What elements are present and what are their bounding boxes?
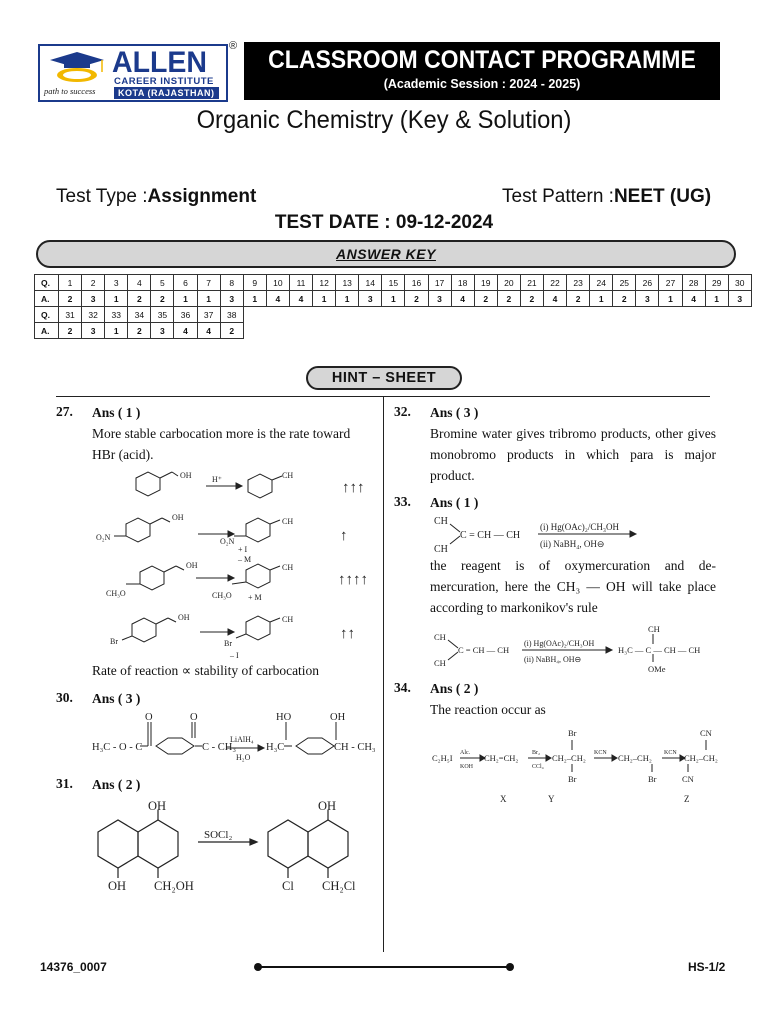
table-cell: 1: [705, 291, 728, 307]
chem-label: CH₃O: [106, 589, 126, 598]
stability-arrows: ↑↑↑↑: [338, 572, 368, 588]
stability-arrows: ↑: [340, 528, 348, 544]
table-cell: 7: [197, 275, 220, 291]
table-cell: 28: [682, 275, 705, 291]
table-cell: 2: [82, 275, 105, 291]
chem-label: Br: [110, 637, 118, 646]
table-cell: 4: [128, 275, 151, 291]
table-cell: 4: [266, 291, 289, 307]
table-cell: 9: [243, 275, 266, 291]
page-number: HS-1/2: [688, 960, 726, 974]
table-cell: 1: [313, 291, 336, 307]
divider-dot: [506, 963, 514, 971]
reagent-label: KCN: [594, 750, 607, 756]
table-cell: 37: [197, 307, 220, 323]
table-cell: 1: [174, 291, 197, 307]
row-label: Q.: [35, 307, 59, 323]
table-cell: 1: [59, 275, 82, 291]
solution-text: More stable carbocation more is the rate toward HBr (acid).: [92, 426, 351, 462]
question-number: 34.: [394, 680, 411, 695]
table-cell: 24: [590, 275, 613, 291]
table-cell: 15: [382, 275, 405, 291]
question-number: 27.: [56, 404, 73, 419]
table-cell: 4: [289, 291, 312, 307]
table-row: [35, 275, 752, 291]
reduction-diagram: [90, 708, 380, 768]
chem-label: O₂N: [96, 533, 111, 542]
registered-mark: ®: [229, 40, 238, 52]
chem-label: CH: [434, 658, 446, 668]
answer-label: Ans ( 3 ): [430, 405, 479, 420]
institute-name: CAREER INSTITUTE: [114, 76, 214, 87]
table-cell: 2: [520, 291, 543, 307]
chem-label: CH₂–CH₂: [552, 753, 586, 763]
stability-arrows: ↑↑: [340, 626, 355, 642]
effect-label: + I: [238, 545, 248, 554]
table-cell: 3: [636, 291, 659, 307]
table-cell: 4: [174, 323, 197, 339]
table-cell: 25: [613, 275, 636, 291]
chem-label: CH₂=CH₂: [484, 753, 519, 763]
effect-label: – I: [230, 651, 239, 660]
institute-location: KOTA (RAJASTHAN): [114, 87, 219, 99]
chem-label: C = CH — CH: [458, 645, 510, 655]
markovnikov-reaction: [430, 620, 720, 676]
programme-title: CLASSROOM CONTACT PROGRAMME: [268, 46, 696, 74]
table-cell: 1: [382, 291, 405, 307]
stability-arrows: ↑↑↑: [342, 480, 365, 496]
chem-label: CH₂–CH₂: [618, 753, 652, 763]
table-row: [35, 307, 752, 323]
chem-label: Cl: [282, 879, 294, 893]
table-cell: 6: [174, 275, 197, 291]
chem-label: C₂H₅I: [432, 753, 453, 763]
reagent-label: SOCl₂: [204, 829, 233, 841]
allen-emblem-icon: [44, 50, 110, 84]
table-cell: 2: [567, 291, 590, 307]
table-cell: 21: [520, 275, 543, 291]
table-cell: 4: [451, 291, 474, 307]
table-cell: 11: [289, 275, 312, 291]
oxymercuration-reaction: [430, 514, 720, 556]
answer-key-table: [34, 274, 752, 339]
chem-label: CH: [282, 471, 294, 480]
table-cell: 2: [613, 291, 636, 307]
chem-label: OMe: [648, 664, 666, 674]
reagent-label: CCl₄: [532, 764, 544, 770]
solution-q27: [92, 402, 372, 465]
table-cell: 23: [567, 275, 590, 291]
table-cell: 3: [82, 323, 105, 339]
chem-label: OH: [180, 471, 192, 480]
reagent-label: Br₂: [532, 750, 541, 756]
table-cell: 35: [151, 307, 174, 323]
row-label: Q.: [35, 275, 59, 291]
chem-label: CH₂–CH₂: [684, 753, 718, 763]
reagent-label: (i) Hg(OAc)₂/CH₃OH: [540, 522, 620, 532]
chem-label: OH: [108, 879, 127, 893]
chem-label: Br: [568, 728, 577, 738]
reagent-label: H⁺: [212, 475, 222, 484]
table-cell: 33: [105, 307, 128, 323]
table-cell: 38: [220, 307, 243, 323]
table-cell: 1: [105, 291, 128, 307]
table-cell: 2: [497, 291, 520, 307]
reaction-sequence: [430, 726, 720, 806]
table-cell: 26: [636, 275, 659, 291]
chem-label: CH: [434, 544, 448, 555]
chem-label: O₂N: [220, 537, 235, 546]
chem-label: CH: [282, 517, 294, 526]
chem-label: OH: [178, 613, 190, 622]
answer-label: Ans ( 1 ): [92, 405, 141, 420]
chem-label: CH: [282, 615, 294, 624]
table-cell: 14: [359, 275, 382, 291]
table-cell: 22: [543, 275, 566, 291]
effect-label: + M: [248, 593, 262, 602]
table-cell: 4: [543, 291, 566, 307]
test-type-label: Test Type :: [56, 186, 148, 207]
reagent-label: (ii) NaBH₄, OH⊖: [540, 539, 605, 549]
chem-label: H₃C: [266, 742, 285, 753]
row-label: A.: [35, 323, 59, 339]
table-cell: 27: [659, 275, 682, 291]
chem-label: CH: [434, 516, 448, 527]
table-cell: 29: [705, 275, 728, 291]
table-cell: 18: [451, 275, 474, 291]
table-cell: 2: [59, 323, 82, 339]
table-cell: 3: [359, 291, 382, 307]
reagent-label: (ii) NaBH₄, OH⊖: [524, 655, 582, 664]
table-cell: 32: [82, 307, 105, 323]
table-cell: 17: [428, 275, 451, 291]
table-cell: 5: [151, 275, 174, 291]
table-row: [35, 291, 752, 307]
chem-label: CH - CH₃: [334, 742, 376, 753]
reagent-label: LiAlH₄: [230, 735, 254, 744]
hint-sheet-title: HINT – SHEET: [306, 366, 462, 390]
table-cell: 2: [128, 291, 151, 307]
table-cell: 4: [682, 291, 705, 307]
chem-label: Br: [568, 774, 577, 784]
test-pattern-value: NEET (UG): [613, 186, 712, 207]
test-date: TEST DATE : 09-12-2024: [274, 212, 494, 233]
table-cell: 4: [197, 323, 220, 339]
table-cell: 3: [728, 291, 751, 307]
table-cell: 3: [220, 291, 243, 307]
table-cell: 2: [474, 291, 497, 307]
row-label: A.: [35, 291, 59, 307]
effect-label: – M: [238, 555, 252, 564]
chem-label: H₃C - O - C: [92, 742, 143, 753]
table-cell: 1: [659, 291, 682, 307]
table-cell: 3: [151, 323, 174, 339]
table-cell: 2: [151, 291, 174, 307]
table-cell: 2: [59, 291, 82, 307]
chem-label: CN: [682, 774, 694, 784]
question-number: 32.: [394, 404, 411, 419]
reagent-label: H₂O: [236, 753, 251, 762]
column-divider: [383, 397, 384, 952]
chem-label: CH₂OH: [154, 879, 194, 893]
compound-label: X: [500, 794, 507, 804]
answer-label: Ans ( 1 ): [430, 495, 479, 510]
chem-label: CH: [282, 563, 294, 572]
chem-label: Br: [648, 774, 657, 784]
solution-q34: [430, 678, 716, 720]
chem-label: C = CH — CH: [460, 530, 521, 541]
reagent-label: KOH: [460, 764, 473, 770]
chem-label: CN: [700, 728, 712, 738]
chem-label: OH: [186, 561, 198, 570]
chem-label: HO: [276, 712, 292, 723]
table-cell: 2: [405, 291, 428, 307]
answer-label: Ans ( 3 ): [92, 691, 141, 706]
table-cell: 1: [105, 323, 128, 339]
table-cell: 1: [197, 291, 220, 307]
answer-key-banner: [36, 240, 736, 268]
chem-label: CH₂Cl: [322, 879, 356, 893]
programme-banner: [244, 42, 720, 100]
table-cell: 1: [590, 291, 613, 307]
brand-name: ALLEN: [112, 46, 207, 79]
table-cell: 10: [266, 275, 289, 291]
chem-label: OH: [330, 712, 346, 723]
chem-label: O: [145, 712, 153, 723]
answer-key-title: ANSWER KEY: [336, 246, 436, 262]
chem-label: OH: [148, 799, 167, 813]
table-cell: 13: [336, 275, 359, 291]
table-cell: 2: [220, 323, 243, 339]
table-cell: 12: [313, 275, 336, 291]
table-cell: 2: [128, 323, 151, 339]
table-cell: 3: [428, 291, 451, 307]
chem-label: CH: [434, 632, 446, 642]
test-type: [56, 186, 256, 208]
chem-label: Br: [224, 639, 232, 648]
chem-label: H₃C — C — CH — CH: [618, 645, 701, 655]
rate-statement: Rate of reaction ∝ stability of carbocation: [92, 663, 320, 678]
reagent-label: (i) Hg(OAc)₂/CH₃OH: [524, 639, 595, 648]
solution-q32: [430, 402, 716, 486]
answer-label: Ans ( 2 ): [92, 777, 141, 792]
document-code: 14376_0007: [40, 960, 107, 974]
brand-tagline: path to success: [44, 86, 96, 96]
answer-label: Ans ( 2 ): [430, 681, 479, 696]
table-row: [35, 323, 752, 339]
test-type-value: Assignment: [147, 186, 257, 207]
test-pattern: [502, 186, 711, 208]
question-number: 30.: [56, 690, 73, 705]
chem-label: OH: [318, 799, 337, 813]
page-title: Organic Chemistry (Key & Solution): [196, 106, 572, 134]
table-cell: 1: [243, 291, 266, 307]
table-cell: 34: [128, 307, 151, 323]
table-cell: 36: [174, 307, 197, 323]
test-pattern-label: Test Pattern :: [502, 186, 614, 207]
footer-divider: [258, 966, 510, 968]
chlorination-diagram: [92, 798, 382, 900]
table-cell: 20: [497, 275, 520, 291]
question-number: 31.: [56, 776, 73, 791]
chem-label: OH: [172, 513, 184, 522]
table-cell: 1: [336, 291, 359, 307]
table-cell: 16: [405, 275, 428, 291]
compound-label: Y: [548, 794, 555, 804]
table-cell: 31: [59, 307, 82, 323]
table-cell: 8: [220, 275, 243, 291]
compound-label: Z: [684, 794, 690, 804]
chem-label: O: [190, 712, 198, 723]
table-cell: 3: [105, 275, 128, 291]
question-number: 33.: [394, 494, 411, 509]
academic-session: (Academic Session : 2024 - 2025): [383, 77, 581, 91]
carbocation-diagram: [96, 466, 380, 666]
table-cell: 19: [474, 275, 497, 291]
table-cell: 3: [82, 291, 105, 307]
solution-text: The reaction occur as: [430, 702, 546, 717]
allen-logo: [38, 44, 228, 102]
chem-label: C - CH₃: [202, 742, 236, 753]
reagent-label: KCN: [664, 750, 677, 756]
table-cell: 30: [728, 275, 751, 291]
chem-label: CH₃O: [212, 591, 232, 600]
reagent-label: Alc.: [460, 750, 471, 756]
chem-label: CH: [648, 624, 660, 634]
solution-text: Bromine water gives tribromo products, other gives monobromo products in which para is major product.: [430, 426, 716, 483]
solution-text: the reagent is of oxymercuration and de-mercuration, here the CH₃ — OH will take place according to markonikov's rule: [430, 558, 716, 615]
